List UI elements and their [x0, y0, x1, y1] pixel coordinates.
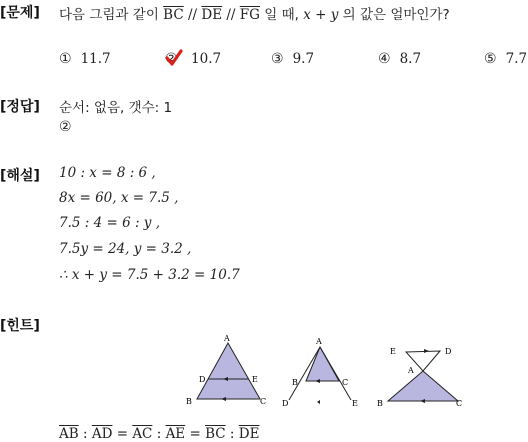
hint-ratio [59, 426, 259, 442]
question-suffix: 의 값은 얼마인가? [342, 7, 450, 23]
hint-label: [힌트] [0, 318, 40, 334]
ratio-bc: $\overline{BC}$ [205, 426, 226, 442]
fig1-label-c: C [260, 397, 267, 406]
ratio-colon-1: : [82, 426, 88, 442]
segment-de: $\overline{DE}$ [201, 7, 223, 23]
ratio-equals-2: = [189, 426, 201, 442]
choice-4[interactable] [378, 51, 421, 67]
question-text [59, 3, 450, 23]
choice-2[interactable] [165, 51, 221, 67]
answer-value: ② [59, 119, 72, 135]
choice-3[interactable] [271, 51, 314, 67]
choice-4-number: ④ [378, 51, 391, 67]
explanation-line-1: 10 : x = 8 : 6 , [59, 165, 156, 181]
choice-5-value: 7.7 [505, 51, 528, 67]
ratio-colon-2: : [156, 426, 162, 442]
answer-label: [정답] [0, 99, 40, 115]
segment-bc: $\overline{BC}$ [163, 7, 184, 23]
ratio-colon-3: : [229, 426, 235, 442]
fig1-label-e: E [252, 375, 258, 384]
explanation-line-5: ∴ x + y = 7.5 + 3.2 = 10.7 [59, 267, 240, 283]
fig3-label-c: C [456, 399, 463, 408]
explanation-line-4: 7.5y = 24, y = 3.2 , [59, 241, 192, 257]
ratio-ac: $\overline{AC}$ [132, 426, 153, 442]
fig3-label-b: B [377, 399, 383, 408]
hint-figures [180, 333, 470, 413]
choice-2-number: ② [165, 51, 182, 67]
hint-figure-3 [377, 347, 462, 408]
ratio-ab: $\overline{AB}$ [59, 426, 79, 442]
fig3-label-e: E [390, 347, 396, 356]
explanation-line-2: 8x = 60, x = 7.5 , [59, 190, 179, 206]
fig3-label-a: A [408, 366, 414, 375]
choice-3-value: 9.7 [292, 51, 315, 67]
choice-2-value: 10.7 [191, 51, 222, 67]
fig2-label-a: A [316, 337, 322, 346]
explanation-line-3: 7.5 : 4 = 6 : y , [59, 215, 161, 231]
ratio-ad: $\overline{AD}$ [91, 426, 113, 442]
fig1-label-b: B [186, 397, 192, 406]
choice-5-number: ⑤ [484, 51, 497, 67]
answer-meta: 순서: 없음, 갯수: 1 [59, 100, 173, 116]
hint-figure-2 [282, 337, 358, 408]
fig1-label-d: D [199, 375, 206, 384]
fig3-label-d: D [445, 347, 452, 356]
ratio-equals-1: = [116, 426, 129, 442]
fig1-label-a: A [224, 334, 230, 343]
choice-3-number: ③ [271, 51, 284, 67]
ratio-ae: $\overline{AE}$ [165, 426, 186, 442]
question-expression: x + y [303, 7, 339, 23]
fig2-label-b: B [292, 378, 298, 387]
problem-label: [문제] [0, 5, 40, 21]
checkmark-icon [165, 49, 183, 67]
segment-fg: $\overline{FG}$ [239, 7, 260, 23]
choice-5[interactable] [484, 51, 527, 67]
choice-4-value: 8.7 [399, 51, 422, 67]
choice-1-value: 11.7 [80, 51, 111, 67]
hint-figure-1 [186, 334, 266, 406]
parallel-symbol-1: // [187, 7, 198, 23]
question-middle: 일 때, [264, 7, 299, 23]
choice-1-number: ① [59, 51, 72, 67]
parallel-symbol-2: // [226, 7, 236, 23]
explanation-label: [해설] [0, 168, 40, 184]
choice-1[interactable] [59, 51, 111, 67]
fig2-label-d: D [282, 399, 289, 408]
ratio-de: $\overline{DE}$ [238, 426, 260, 442]
question-prefix: 다음 그림과 같이 [59, 7, 159, 23]
fig2-label-e: E [352, 399, 358, 408]
fig2-label-c: C [342, 378, 349, 387]
